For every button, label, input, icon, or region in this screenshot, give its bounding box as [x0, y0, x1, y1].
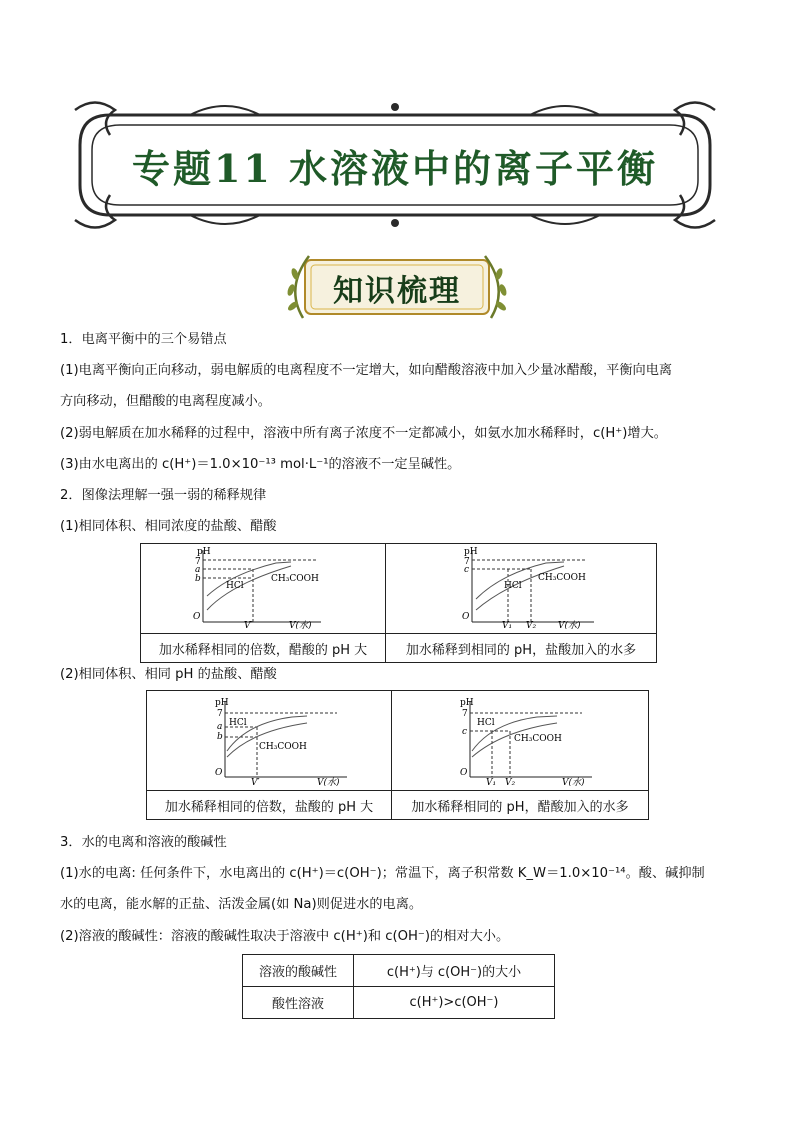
tick-7: 7	[195, 557, 201, 567]
graph-same-ph-same-ph	[392, 691, 648, 786]
dilution-figure-table-2	[146, 690, 649, 820]
tick-v1: V₁	[486, 778, 497, 786]
tick-v1: V₁	[502, 621, 513, 629]
dilution-figure-table-1	[140, 543, 657, 663]
x-axis-label: V(水)	[289, 621, 312, 629]
x-axis-label: V(水)	[562, 778, 585, 786]
tick-c: c	[462, 727, 468, 737]
tick-7: 7	[217, 709, 223, 719]
section-1-heading: 1．电离平衡中的三个易错点	[60, 332, 227, 347]
section-2-subheading-2: (2)相同体积、相同 pH 的盐酸、醋酸	[60, 667, 277, 682]
table-header-cell: c(H⁺)与 c(OH⁻)的大小	[354, 955, 555, 987]
y-axis-label: pH	[464, 547, 478, 557]
section-3-point-2: (2)溶液的酸碱性：溶液的酸碱性取决于溶液中 c(H⁺)和 c(OH⁻)的相对大小。	[60, 929, 510, 944]
section-1-point-3: (3)由水电离出的 c(H⁺)＝1.0×10⁻¹³ mol·L⁻¹的溶液不一定呈碱性。	[60, 457, 461, 472]
series-label-hcl: HCl	[477, 718, 495, 728]
figure-1-caption-right: 加水稀释到相同的 pH，盐酸加入的水多	[386, 634, 657, 663]
figure-2-caption-left: 加水稀释相同的倍数，盐酸的 pH 大	[147, 791, 392, 820]
tick-v2: V₂	[505, 778, 516, 786]
tick-b: b	[217, 732, 223, 742]
series-label-ch3cooh: CH₃COOH	[271, 574, 319, 584]
section-2-subheading-1: (1)相同体积、相同浓度的盐酸、醋酸	[60, 519, 277, 534]
origin-label: O	[193, 612, 201, 622]
figure-1-caption-left: 加水稀释相同的倍数，醋酸的 pH 大	[141, 634, 386, 663]
table-header-cell: 溶液的酸碱性	[243, 955, 354, 987]
tick-7: 7	[462, 709, 468, 719]
x-axis-label: V(水)	[558, 621, 581, 629]
tick-v-prime: V′	[244, 621, 253, 629]
graph-same-concentration-same-factor	[141, 544, 385, 629]
section-1-point-1a: (1)电离平衡向正向移动，弱电解质的电离程度不一定增大，如向醋酸溶液中加入少量冰醋酸，平衡向电离	[60, 363, 673, 378]
tick-v2: V₂	[526, 621, 537, 629]
x-axis-label: V(水)	[317, 778, 340, 786]
series-label-hcl: HCl	[226, 581, 244, 591]
tick-v-prime: V′	[251, 778, 260, 786]
graph-cell	[147, 691, 392, 791]
y-axis-label: pH	[460, 698, 474, 708]
graph-cell	[392, 691, 649, 791]
origin-label: O	[462, 612, 470, 622]
graph-same-ph-same-factor	[147, 691, 391, 786]
series-label-ch3cooh: CH₃COOH	[514, 734, 562, 744]
graph-cell	[141, 544, 386, 634]
tick-7: 7	[464, 557, 470, 567]
knowledge-badge-label: 知识梳理	[333, 274, 461, 309]
tick-a: a	[195, 565, 201, 575]
tick-a: a	[217, 722, 223, 732]
table-header-row	[243, 955, 555, 987]
tick-c: c	[464, 565, 470, 575]
graph-same-concentration-same-ph	[386, 544, 656, 629]
section-3-heading: 3．水的电离和溶液的酸碱性	[60, 835, 227, 850]
origin-label: O	[215, 768, 223, 778]
series-label-hcl: HCl	[504, 581, 522, 591]
tick-b: b	[195, 574, 201, 584]
section-1-point-2: (2)弱电解质在加水稀释的过程中，溶液中所有离子浓度不一定都减小，如氨水加水稀释时，c(H⁺)增大。	[60, 426, 667, 441]
y-axis-label: pH	[197, 547, 211, 557]
origin-label: O	[460, 768, 468, 778]
section-3-point-1b: 水的电离，能水解的正盐、活泼金属(如 Na)则促进水的电离。	[60, 897, 423, 912]
section-2-heading: 2．图像法理解一强一弱的稀释规律	[60, 488, 267, 503]
table-cell: c(H⁺)>c(OH⁻)	[354, 987, 555, 1019]
series-label-ch3cooh: CH₃COOH	[538, 573, 586, 583]
section-1-point-1b: 方向移动，但醋酸的电离程度减小。	[60, 394, 271, 409]
section-3-point-1a: (1)水的电离: 任何条件下，水电离出的 c(H⁺)＝c(OH⁻)；常温下，离子积常数 K_W＝1.0×10⁻¹⁴。酸、碱抑制	[60, 866, 705, 881]
series-label-hcl: HCl	[229, 718, 247, 728]
graph-cell	[386, 544, 657, 634]
y-axis-label: pH	[215, 698, 229, 708]
figure-2-caption-right: 加水稀释相同的 pH，醋酸加入的水多	[392, 791, 649, 820]
acidity-table	[242, 954, 555, 1019]
table-cell: 酸性溶液	[243, 987, 354, 1019]
page-title: 专题11 水溶液中的离子平衡	[131, 146, 659, 191]
series-label-ch3cooh: CH₃COOH	[259, 742, 307, 752]
table-row	[243, 987, 555, 1019]
